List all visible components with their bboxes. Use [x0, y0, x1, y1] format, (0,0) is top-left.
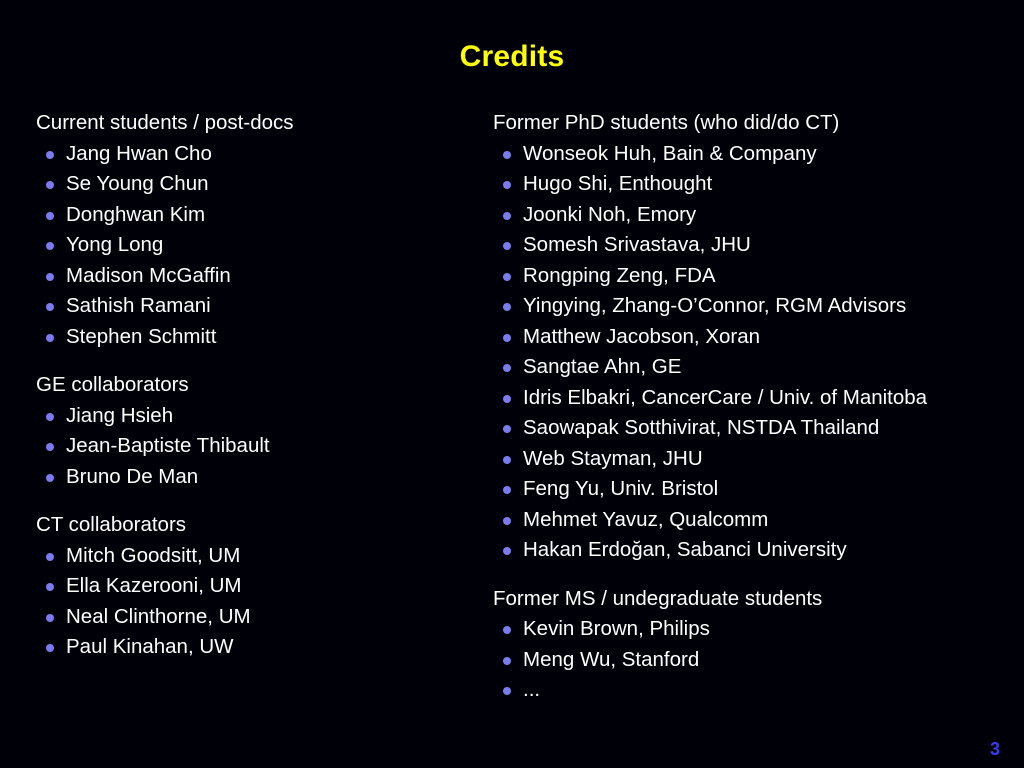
list-item: [493, 614, 1013, 645]
list-item-label: Mehmet Yavuz, Qualcomm: [523, 507, 769, 531]
list-item-label: Saowapak Sotthivirat, NSTDA Thailand: [523, 416, 880, 439]
bullet-dot-icon: [46, 553, 54, 561]
list-item-label: Yingying, Zhang-O’Connor, RGM Advisors: [523, 294, 907, 317]
list-item: [493, 474, 1013, 505]
list-item-label: Jean-Baptiste Thibault: [66, 434, 270, 457]
list-item: [493, 675, 1013, 706]
page-number: 3: [989, 739, 1000, 759]
page-title: Credits: [459, 40, 565, 73]
bullet-dot-icon: [46, 181, 54, 189]
bullet-dot-icon: [503, 456, 511, 464]
list-item-label: Se Young Chun: [66, 172, 209, 195]
bullet-dot-icon: [503, 657, 511, 665]
bullet-dot-icon: [503, 303, 511, 311]
list-item-label: Jang Hwan Cho: [66, 141, 212, 165]
bullet-dot-icon: [46, 644, 54, 652]
bullet-list: [493, 139, 1013, 566]
list-item: [36, 139, 476, 170]
list-item-label: Mitch Goodsitt, UM: [66, 543, 241, 567]
list-item: [493, 200, 1013, 231]
list-item: [493, 444, 1013, 475]
list-item-label: Stephen Schmitt: [66, 324, 217, 348]
bullet-dot-icon: [503, 687, 511, 695]
bullet-dot-icon: [46, 474, 54, 482]
list-item-label: Bruno De Man: [66, 464, 199, 488]
list-item: [493, 230, 1013, 261]
bullet-dot-icon: [503, 626, 511, 634]
left-column: [36, 108, 476, 663]
bullet-dot-icon: [503, 395, 511, 403]
group-heading: Former MS / undegraduate students: [493, 586, 823, 610]
list-item: [36, 571, 476, 602]
list-item-label: Kevin Brown, Philips: [523, 617, 710, 640]
list-item-label: Matthew Jacobson, Xoran: [523, 324, 761, 348]
list-item: [36, 462, 476, 493]
bullet-dot-icon: [503, 242, 511, 250]
bullet-dot-icon: [46, 614, 54, 622]
list-item-label: Sangtae Ahn, GE: [523, 355, 682, 378]
list-item: [493, 535, 1013, 566]
list-item-label: Meng Wu, Stanford: [523, 647, 700, 671]
list-item: [36, 322, 476, 353]
bullet-dot-icon: [46, 151, 54, 159]
list-item-label: Rongping Zeng, FDA: [523, 263, 716, 287]
list-item: [493, 139, 1013, 170]
list-item: [36, 291, 476, 322]
bullet-dot-icon: [46, 242, 54, 250]
bullet-dot-icon: [503, 517, 511, 525]
list-item-label: Wonseok Huh, Bain & Company: [523, 141, 817, 165]
group-heading: CT collaborators: [36, 513, 187, 536]
bullet-dot-icon: [46, 443, 54, 451]
group-heading: GE collaborators: [36, 373, 189, 396]
list-item-label: Feng Yu, Univ. Bristol: [523, 477, 719, 500]
list-item-label: Web Stayman, JHU: [523, 446, 703, 470]
bullet-dot-icon: [503, 334, 511, 342]
group-heading: Current students / post-docs: [36, 111, 294, 134]
list-item: [493, 322, 1013, 353]
list-item: [493, 505, 1013, 536]
list-item: [36, 431, 476, 462]
group-ct-collaborators: [36, 510, 476, 663]
bullet-dot-icon: [46, 212, 54, 220]
right-column: [493, 108, 1013, 706]
list-item: [36, 169, 476, 200]
bullet-list: [36, 139, 476, 353]
group-former-phd-students: [493, 108, 1013, 566]
list-item-label: Somesh Srivastava, JHU: [523, 233, 751, 256]
list-item-label: Ella Kazerooni, UM: [66, 574, 242, 597]
bullet-dot-icon: [46, 334, 54, 342]
bullet-list: [493, 614, 1013, 706]
list-item: [36, 261, 476, 292]
list-item: [36, 602, 476, 633]
list-item-label: Jiang Hsieh: [66, 403, 174, 427]
bullet-dot-icon: [46, 583, 54, 591]
list-item: [493, 383, 1013, 414]
group-current-students: [36, 108, 476, 352]
bullet-dot-icon: [46, 303, 54, 311]
list-item-label: Madison McGaffin: [66, 263, 231, 287]
bullet-dot-icon: [503, 425, 511, 433]
list-item-label: Hakan Erdoğan, Sabanci University: [523, 538, 847, 561]
list-item: [36, 632, 476, 663]
list-item-label: ...: [523, 678, 541, 701]
list-item: [493, 352, 1013, 383]
list-item-label: Hugo Shi, Enthought: [523, 172, 713, 195]
list-item: [36, 541, 476, 572]
bullet-list: [36, 401, 476, 493]
list-item-label: Paul Kinahan, UW: [66, 635, 234, 658]
list-item: [36, 200, 476, 231]
bullet-dot-icon: [46, 413, 54, 421]
list-item-label: Yong Long: [66, 233, 164, 256]
bullet-dot-icon: [503, 181, 511, 189]
list-item: [36, 401, 476, 432]
group-former-ms-students: [493, 584, 1013, 706]
credits-columns: [0, 108, 1024, 728]
list-item: [493, 261, 1013, 292]
bullet-dot-icon: [46, 273, 54, 281]
list-item: [493, 169, 1013, 200]
list-item: [36, 230, 476, 261]
list-item-label: Idris Elbakri, CancerCare / Univ. of Manitoba: [523, 385, 928, 409]
bullet-dot-icon: [503, 486, 511, 494]
list-item-label: Donghwan Kim: [66, 202, 206, 226]
list-item: [493, 645, 1013, 676]
bullet-list: [36, 541, 476, 663]
list-item: [493, 291, 1013, 322]
group-ge-collaborators: [36, 370, 476, 492]
bullet-dot-icon: [503, 273, 511, 281]
bullet-dot-icon: [503, 151, 511, 159]
bullet-dot-icon: [503, 547, 511, 555]
list-item-label: Sathish Ramani: [66, 294, 211, 317]
list-item-label: Neal Clinthorne, UM: [66, 604, 251, 628]
bullet-dot-icon: [503, 364, 511, 372]
list-item-label: Joonki Noh, Emory: [523, 202, 697, 226]
list-item: [493, 413, 1013, 444]
group-heading: Former PhD students (who did/do CT): [493, 111, 840, 134]
bullet-dot-icon: [503, 212, 511, 220]
